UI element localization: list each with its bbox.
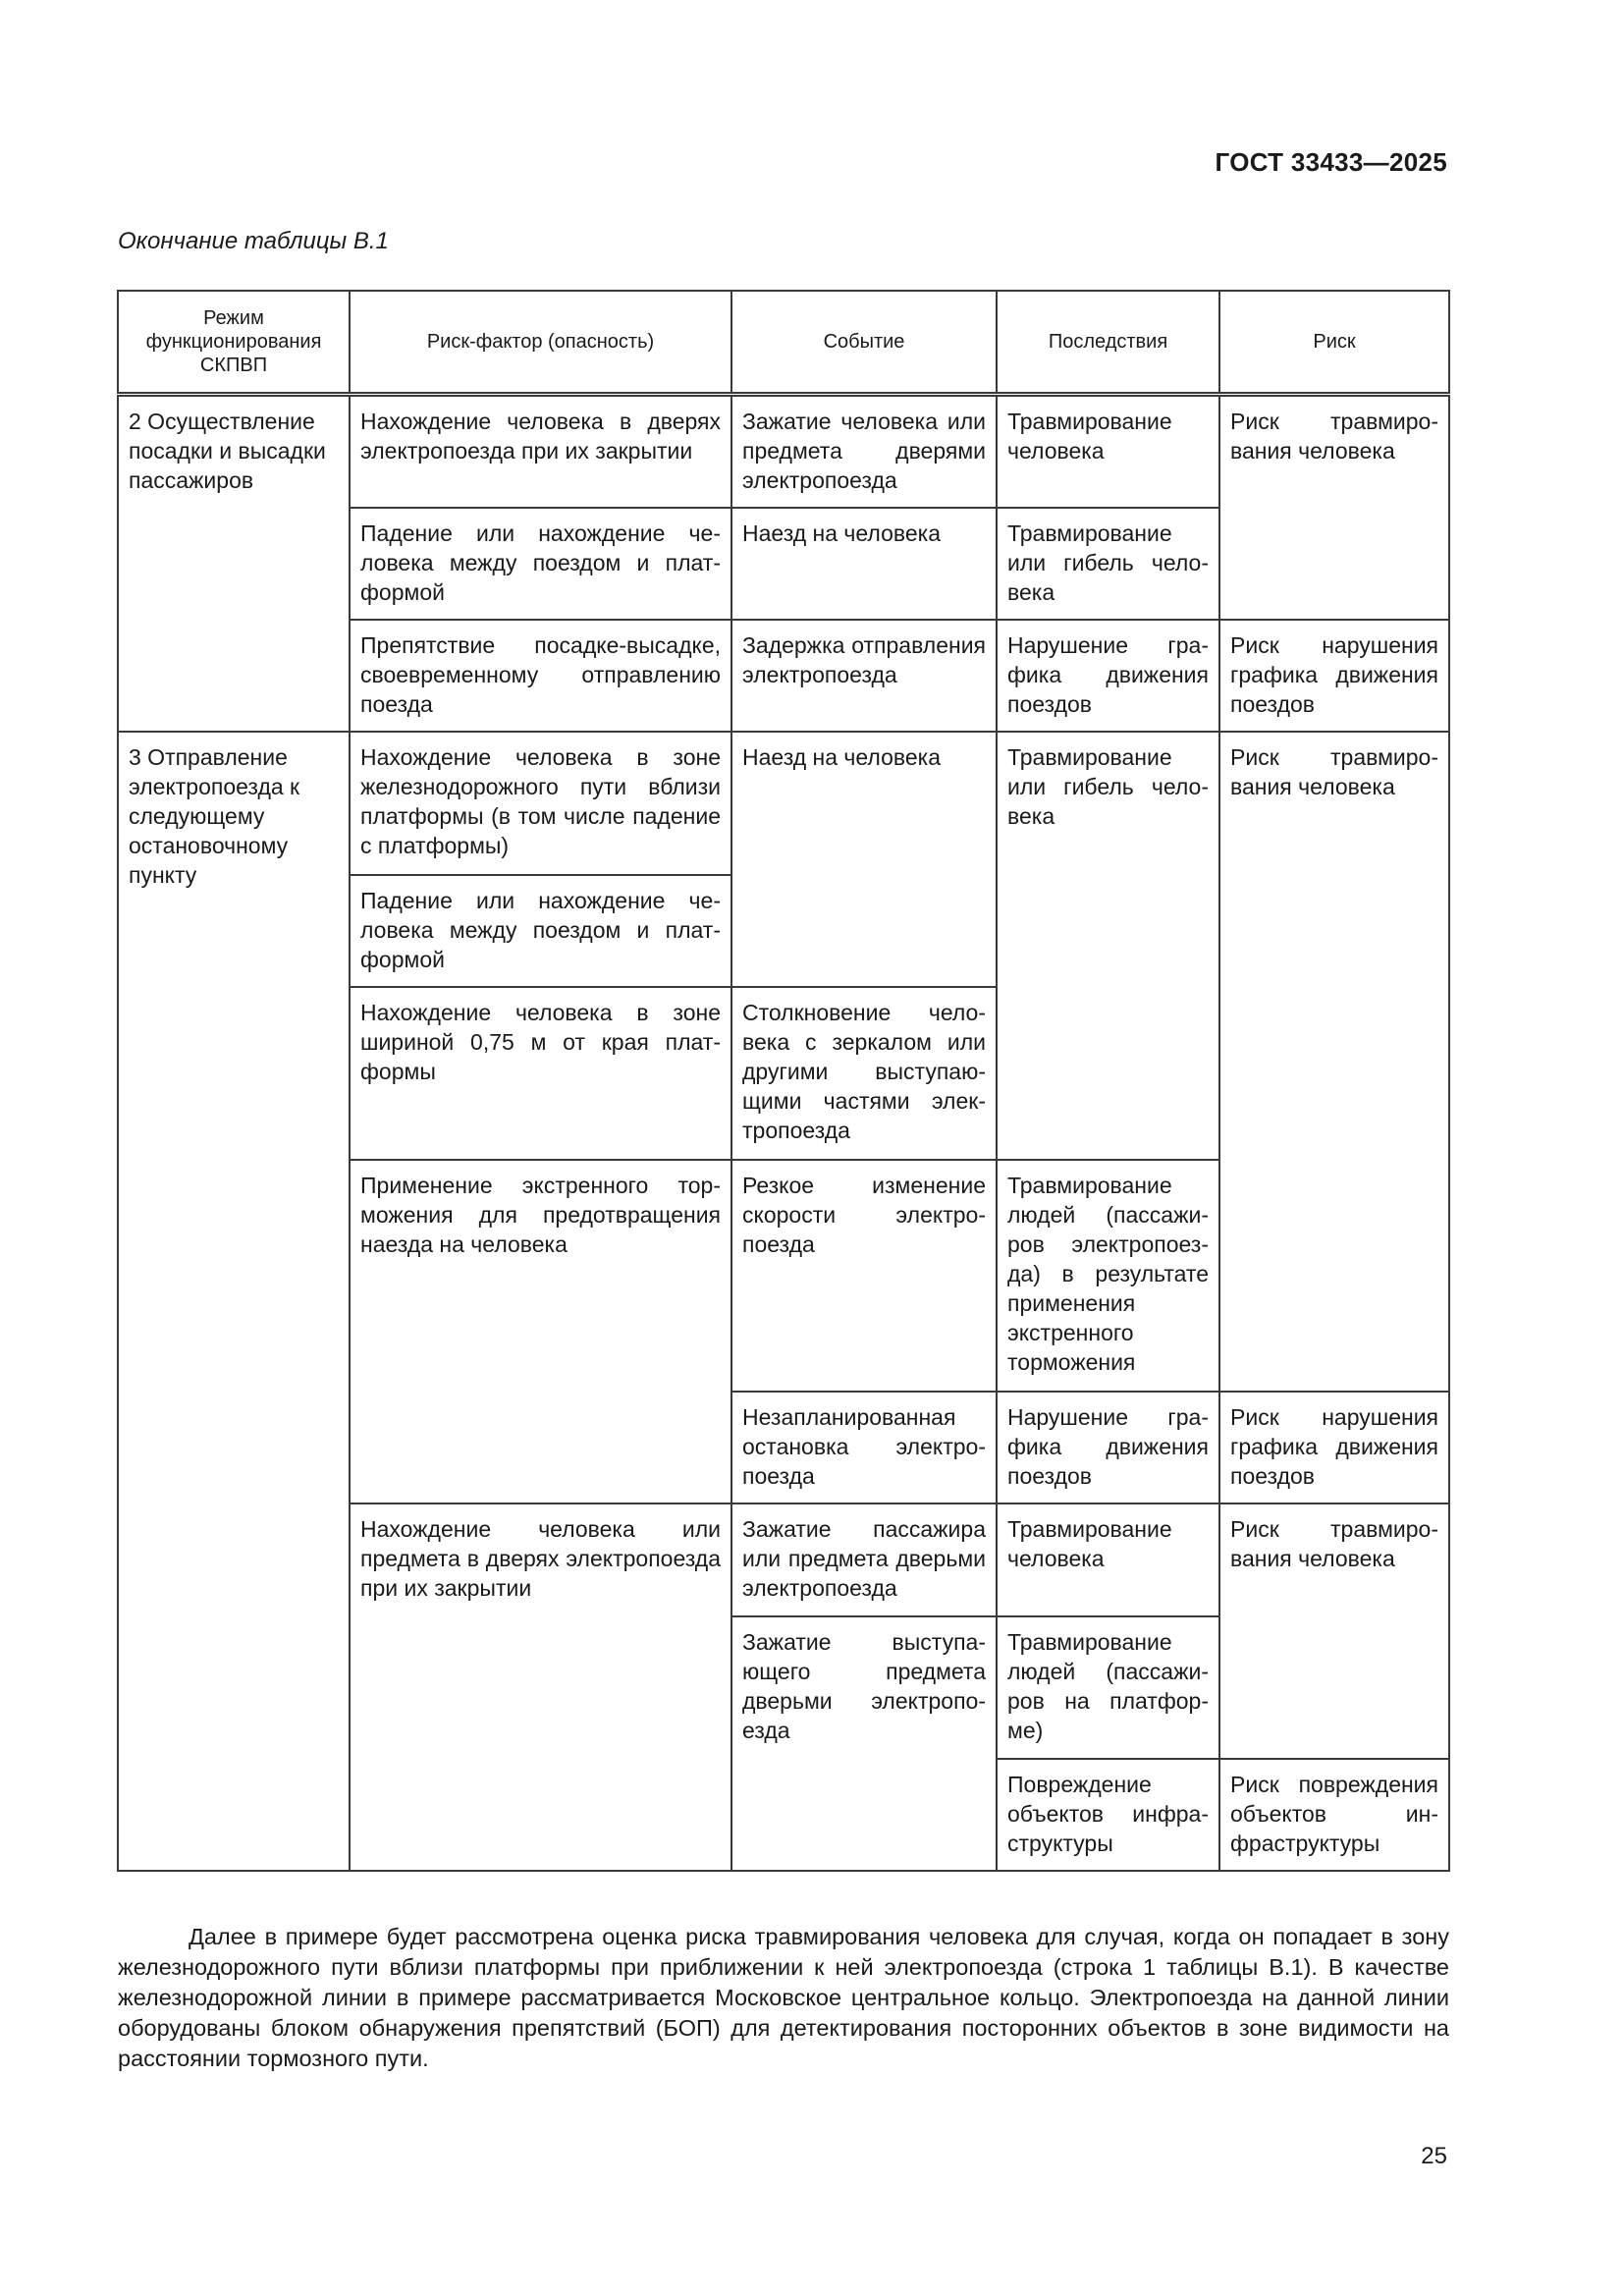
consequence-cell: Нарушение графика движения поездов <box>997 1392 1219 1503</box>
consequence-cell: Травмирование человека <box>997 1503 1219 1616</box>
column-header-event: Событие <box>731 291 997 395</box>
page-number: 25 <box>1421 2143 1447 2169</box>
event-cell: Резкое изменение скорости электропоезда <box>731 1160 997 1392</box>
risk-factor-cell: Падение или нахождение человека между поездом и платформой <box>350 875 731 987</box>
consequence-cell: Повреждение объектов инфраструктуры <box>997 1759 1219 1871</box>
table-row <box>118 395 1449 508</box>
risk-factor-cell: Падение или нахождение человека между поездом и платформой <box>350 508 731 620</box>
column-header-risk-factor: Риск-фактор (опасность) <box>350 291 731 395</box>
consequence-cell: Нарушение графика движения поездов <box>997 620 1219 732</box>
column-header-consequences: Последствия <box>997 291 1219 395</box>
consequence-cell: Травмирование или гибель человека <box>997 508 1219 620</box>
body-paragraph-text: Далее в примере будет рассмотрена оценка риска травмирования человека для случая, когда он попадает в зону железнодорожного пути вблизи платформы при приближении к ней электропоезда (строка 1 таблицы В.1). В качестве железнодорожной линии в примере рассматривается Московское центральное кольцо. Электропоезда на данной линии оборудованы блоком обнаружения препятствий (БОП) для детектирования посторонних объектов в зоне видимости на расстоянии тормозного пути. <box>118 1924 1449 2071</box>
consequence-cell: Травмирование человека <box>997 395 1219 508</box>
table-body <box>118 395 1449 1871</box>
risk-cell: Риск повреждения объектов инфраструктуры <box>1219 1759 1449 1871</box>
risk-table <box>117 290 1450 1872</box>
risk-cell: Риск травмирования человека <box>1219 395 1449 620</box>
column-header-risk: Риск <box>1219 291 1449 395</box>
risk-factor-cell: Нахождение человека или предмета в дверях электропоезда при их закрытии <box>350 1503 731 1871</box>
consequence-cell: Травмирование людей (пассажиров электропоезда) в результате применения экстренного торможения <box>997 1160 1219 1392</box>
event-cell: Зажатие пассажира или предмета дверьми электропоезда <box>731 1503 997 1616</box>
mode-cell: 2 Осуществление посадки и высадки пассажиров <box>118 395 350 732</box>
event-cell: Незапланированная остановка электропоезда <box>731 1392 997 1503</box>
risk-cell: Риск нарушения графика движения поездов <box>1219 1392 1449 1503</box>
risk-factor-cell: Нахождение человека в зоне шириной 0,75 м от края платформы <box>350 987 731 1160</box>
risk-cell: Риск травмирования человека <box>1219 732 1449 1392</box>
event-cell: Наезд на человека <box>731 732 997 987</box>
risk-cell: Риск нарушения графика движения поездов <box>1219 620 1449 732</box>
event-cell: Задержка отправления электропоезда <box>731 620 997 732</box>
consequence-cell: Травмирование или гибель человека <box>997 732 1219 1160</box>
risk-factor-cell: Применение экстренного торможения для предотвращения наезда на человека <box>350 1160 731 1503</box>
body-paragraph <box>118 1922 1449 2074</box>
mode-cell: 3 Отправление электропоезда к следующему остановочному пункту <box>118 732 350 1871</box>
event-cell: Столкновение человека с зеркалом или другими выступающими частями электропоезда <box>731 987 997 1160</box>
risk-cell: Риск травмирования человека <box>1219 1503 1449 1759</box>
column-header-mode: Режим функционирования СКПВП <box>118 291 350 395</box>
table-caption: Окончание таблицы В.1 <box>118 228 389 254</box>
consequence-cell: Травмирование людей (пассажиров на платформе) <box>997 1616 1219 1759</box>
risk-factor-cell: Нахождение человека в дверях электропоезда при их закрытии <box>350 395 731 508</box>
header-row <box>118 291 1449 395</box>
table-row <box>118 732 1449 875</box>
event-cell: Зажатие выступающего предмета дверьми электропоезда <box>731 1616 997 1871</box>
event-cell: Наезд на человека <box>731 508 997 620</box>
document-code: ГОСТ 33433—2025 <box>1215 147 1447 177</box>
event-cell: Зажатие человека или предмета дверями электропоезда <box>731 395 997 508</box>
table-header <box>118 291 1449 395</box>
risk-factor-cell: Нахождение человека в зоне железнодорожного пути вблизи платформы (в том числе падение с платформы) <box>350 732 731 875</box>
risk-factor-cell: Препятствие посадке-высадке, своевременному отправлению поезда <box>350 620 731 732</box>
